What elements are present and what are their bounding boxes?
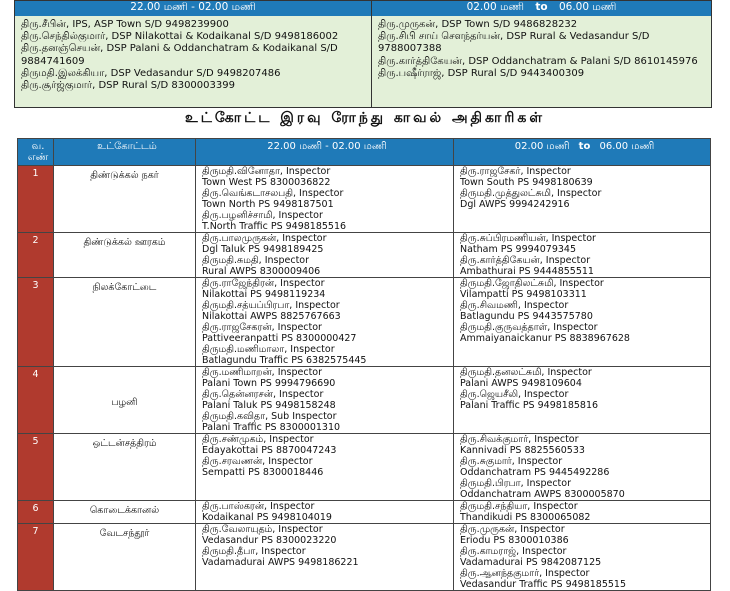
dsp-officer-line: திரு.தனஞ்செயன், DSP Palani & Oddanchatram & Kodaikanal S/D 9884741609 [21,43,338,67]
officer-line: Pattiveeranpatti PS 8300000427 [202,333,357,344]
table-row [18,367,711,434]
slot2-officers [454,367,711,434]
slot2-officers [454,166,711,233]
table-row [18,278,711,367]
officer-line: Kannivadi PS 8825560533 [460,445,585,456]
officer-line: திரு.முருகன், Inspector [460,524,565,535]
officer-line: திரு.பாஸ்கரன், Inspector [202,501,315,512]
slot1-officers [196,367,454,434]
officer-line: Kodaikanal PS 9498104019 [202,512,332,523]
officer-line: திருமதி.வினோதா, Inspector [202,166,331,177]
table-row [18,501,711,524]
header-subdivision: உட்கோட்டம் [54,139,196,166]
officer-line: திருமதி.சுமதி, Inspector [202,255,310,266]
subdivision-name: நிலக்கோட்டை [54,278,196,367]
slot2-officers [454,233,711,278]
officer-line: Dgl AWPS 9994242916 [460,199,570,210]
officer-line: திரு.ஆனந்தகுமார், Inspector [460,568,590,579]
slot1-officers [196,166,454,233]
officer-line: Edayakottai PS 8870047243 [202,445,337,456]
officer-line: Dgl Taluk PS 9498189425 [202,244,324,255]
officer-line: Vadamadurai AWPS 9498186221 [202,557,359,568]
dsp-officer-line: திரு.செந்தில்குமார், DSP Nilakottai & Kodaikanal S/D 9498186002 [21,31,339,43]
row-number: 6 [18,501,54,524]
officer-line: Vedasandur Traffic PS 9498185515 [460,579,627,590]
subdivision-name: கொடைக்கானல் [54,501,196,524]
header-slot2 [454,139,711,166]
officer-line: Eriodu PS 8300010386 [460,535,569,546]
officer-line: Oddanchatram AWPS 8300005870 [460,489,625,500]
officer-line: திரு.சுகுமார், Inspector [460,456,563,467]
officer-line: Town West PS 8300036822 [202,177,331,188]
slot1-officers [196,233,454,278]
officer-line: Batlagundu PS 9443575780 [460,311,593,322]
dsp-slot1-column [15,1,372,107]
dsp-officer-line: திரு.சிபி சாய் சௌந்தர்யன், DSP Rural & Vedasandur S/D 9788007388 [378,31,650,55]
officer-line: Rural AWPS 8300009406 [202,266,321,277]
officer-line: திரு.கார்த்திகேயன், Inspector [460,255,591,266]
officer-line: திரு.சிவமணி, Inspector [460,300,569,311]
dsp-slot2-list [372,16,711,107]
officer-line: Nilakottai AWPS 8825767663 [202,311,341,322]
row-number: 7 [18,524,54,591]
dsp-slot2-header [372,1,711,16]
dsp-officer-line: திரு.பஷீர்ராஜ், DSP Rural S/D 9443400309 [378,67,585,79]
dsp-slot2-column [372,1,711,107]
officer-line: திருமதி.சத்யப்பிரபா, Inspector [202,300,340,311]
subdivision-name: திண்டுக்கல் ஊரகம் [54,233,196,278]
officer-line: Ambathurai PS 9444855511 [460,266,594,277]
subdivision-name: பழனி [54,367,196,434]
dsp-slot2-start: 02.00 மணி [466,1,525,13]
officer-line: திரு.சுப்பிரமணியன், Inspector [460,233,596,244]
officer-line: திருமதி.தனலட்சுமி, Inspector [460,367,592,378]
slot2-officers [454,501,711,524]
slot1-officers [196,278,454,367]
officer-line: Palani Traffic PS 9498185816 [460,400,599,411]
officer-line: திரு.வேலாயுதம், Inspector [202,524,323,535]
table-row [18,166,711,233]
officer-line: திரு.சரவணன், Inspector [202,456,313,467]
dsp-officer-line: திரு.சூர்ஜ்குமார், DSP Rural S/D 8300003399 [21,80,235,92]
top-summary-box [14,0,712,108]
dsp-slot1-header: 22.00 மணி - 02.00 மணி [15,1,371,16]
header-sno: வ. எண் [18,139,54,166]
officer-line: Thandikudi PS 8300065082 [460,512,591,523]
officer-line: திரு.ராஜசேகர், Inspector [460,166,571,177]
table-header-row [18,139,711,166]
officer-line: T.North Traffic PS 9498185516 [202,221,347,232]
officer-line: திரு.பழனிச்சாமி, Inspector [202,210,323,221]
officer-line: Town North PS 9498187501 [202,199,334,210]
officer-line: திருமதி.முத்துலட்சுமி, Inspector [460,188,602,199]
officer-line: திரு.சிவக்குமார், Inspector [460,434,579,445]
officer-line: Palani Traffic PS 8300001310 [202,422,341,433]
officer-line: Sempatti PS 8300018446 [202,467,324,478]
slot1-officers [196,524,454,591]
officer-line: திருமதி.சந்தியா, Inspector [460,501,578,512]
dsp-slot2-end: 06.00 மணி [558,1,617,13]
officer-line: திரு.பாலமுருகன், Inspector [202,233,327,244]
subdivision-name: திண்டுக்கல் நகர் [54,166,196,233]
officer-line: திருமதி.கவிதா, Sub Inspector [202,411,337,422]
officer-line: Vilampatti PS 9498103311 [460,289,587,300]
slot2-officers [454,434,711,501]
patrol-officers-table [17,138,711,591]
officer-line: Palani AWPS 9498109604 [460,378,582,389]
table-row [18,233,711,278]
officer-line: திரு.சண்முகம், Inspector [202,434,314,445]
row-number: 2 [18,233,54,278]
header-slot2-end: 06.00 மணி [599,141,655,152]
officer-line: Nilakottai PS 9498119234 [202,289,326,300]
header-slot2-start: 02.00 மணி [514,141,570,152]
officer-line: Oddanchatram PS 9445492286 [460,467,610,478]
officer-line: Ammaiyanaickanur PS 8838967628 [460,333,630,344]
slot2-officers [454,278,711,367]
officer-line: திருமதி.பிரபா, Inspector [460,478,571,489]
officer-line: திரு.ராஜசேகரன், Inspector [202,322,322,333]
officer-line: திரு.ராஜேந்திரன், Inspector [202,278,325,289]
dsp-slot1-list [15,16,371,107]
slot1-officers [196,434,454,501]
officer-line: திரு.மணிமாறன், Inspector [202,367,323,378]
subdivision-name: வேடசந்தூர் [54,524,196,591]
row-number: 5 [18,434,54,501]
table-row [18,434,711,501]
dsp-officer-line: திரு.கார்த்திகேயன், DSP Oddanchatram & Palani S/D 8610145976 [378,55,698,67]
officer-line: திரு.வெங்கடாசலபதி, Inspector [202,188,344,199]
officer-line: திரு.காமராஜ், Inspector [460,546,567,557]
officer-line: Vadamadurai PS 9842087125 [460,557,602,568]
header-slot2-to: to [578,141,591,152]
row-number: 3 [18,278,54,367]
officer-line: திரு.தென்னரசன், Inspector [202,389,324,400]
officer-line: திருமதி.மணிமாலா, Inspector [202,344,335,355]
officer-line: Batlagundu Traffic PS 6382575445 [202,355,367,366]
officer-line: திருமதி.தீபா, Inspector [202,546,306,557]
dsp-officer-line: திரு.முருகன், DSP Town S/D 9486828232 [378,19,578,30]
dsp-slot2-to: to [535,1,548,13]
officer-line: திருமதி.குருவத்தாள், Inspector [460,322,598,333]
officer-line: Town South PS 9498180639 [460,177,593,188]
slot1-officers [196,501,454,524]
subdivision-name: ஒட்டன்சத்திரம் [54,434,196,501]
page-title: உட்கோட்ட இரவு ரோந்து காவல் அதிகாரிகள் [185,110,545,126]
table-row [18,524,711,591]
officer-line: Palani Town PS 9994796690 [202,378,336,389]
header-slot1: 22.00 மணி - 02.00 மணி [196,139,454,166]
slot2-officers [454,524,711,591]
row-number: 1 [18,166,54,233]
dsp-officer-line: திருமதி.இலக்கியா, DSP Vedasandur S/D 9498207486 [21,67,281,79]
officer-line: திருமதி.ஜோதிலட்சுமி, Inspector [460,278,604,289]
dsp-officer-line: திரு.சீபின், IPS, ASP Town S/D 9498239900 [21,19,229,30]
officer-line: Vedasandur PS 8300023220 [202,535,337,546]
officer-line: Natham PS 9994079345 [460,244,576,255]
row-number: 4 [18,367,54,434]
officer-line: திரு.ஜெயசீலி, Inspector [460,389,569,400]
officer-line: Palani Taluk PS 9498158248 [202,400,336,411]
